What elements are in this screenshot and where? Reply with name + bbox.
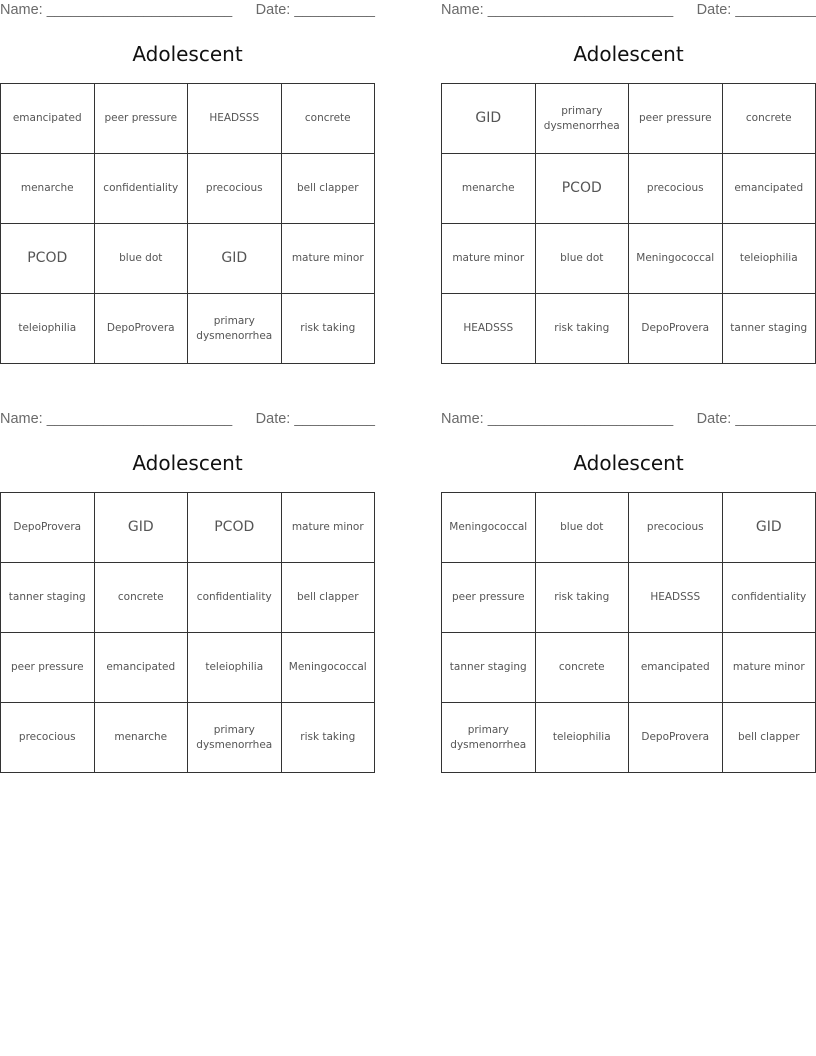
bingo-cell: blue dot <box>536 493 630 563</box>
bingo-card-3 <box>0 409 375 751</box>
bingo-cell: teleiophilia <box>1 294 95 364</box>
date-field-label: Date: __________ <box>696 411 816 427</box>
bingo-cell: peer pressure <box>1 633 95 703</box>
bingo-cell: primary dysmenorrhea <box>188 703 282 773</box>
bingo-cell: menarche <box>1 154 95 224</box>
bingo-cell: bell clapper <box>282 563 376 633</box>
bingo-cell: mature minor <box>442 224 536 294</box>
card-title: Adolescent <box>573 42 684 66</box>
bingo-cell: mature minor <box>282 224 376 294</box>
name-field-label: Name: _______________________ <box>441 411 674 427</box>
bingo-cell: bell clapper <box>282 154 376 224</box>
bingo-cell: primary dysmenorrhea <box>536 84 630 154</box>
card-title: Adolescent <box>573 451 684 475</box>
bingo-cell: GID <box>723 493 816 563</box>
bingo-cell: precocious <box>188 154 282 224</box>
bingo-cell: Meningococcal <box>442 493 536 563</box>
bingo-cell: HEADSSS <box>629 563 723 633</box>
bingo-card-2 <box>441 0 816 334</box>
bingo-cell: DepoProvera <box>629 294 723 364</box>
bingo-cell: tanner staging <box>1 563 95 633</box>
bingo-cell: DepoProvera <box>629 703 723 773</box>
name-date-row <box>441 409 816 431</box>
bingo-cell: peer pressure <box>629 84 723 154</box>
bingo-cell: precocious <box>629 493 723 563</box>
bingo-card-1 <box>0 0 375 342</box>
bingo-cell: DepoProvera <box>1 493 95 563</box>
bingo-cell: primary dysmenorrhea <box>442 703 536 773</box>
bingo-cell: DepoProvera <box>95 294 189 364</box>
bingo-cell: mature minor <box>723 633 816 703</box>
bingo-cell: peer pressure <box>442 563 536 633</box>
bingo-cell: confidentiality <box>95 154 189 224</box>
bingo-cell: GID <box>188 224 282 294</box>
bingo-cell: tanner staging <box>442 633 536 703</box>
bingo-cell: risk taking <box>282 294 376 364</box>
bingo-cell: risk taking <box>282 703 376 773</box>
bingo-cell: PCOD <box>1 224 95 294</box>
bingo-cell: PCOD <box>188 493 282 563</box>
name-field-label: Name: _______________________ <box>0 411 233 427</box>
date-field-label: Date: __________ <box>696 2 816 18</box>
bingo-cell: mature minor <box>282 493 376 563</box>
date-field-label: Date: __________ <box>255 2 375 18</box>
bingo-cell: precocious <box>1 703 95 773</box>
bingo-card-4 <box>441 409 816 751</box>
bingo-cell: teleiophilia <box>536 703 630 773</box>
bingo-grid <box>0 83 375 364</box>
bingo-cell: risk taking <box>536 563 630 633</box>
bingo-cell: menarche <box>442 154 536 224</box>
bingo-cell: concrete <box>723 84 816 154</box>
bingo-cell: precocious <box>629 154 723 224</box>
name-date-row <box>0 0 375 22</box>
name-field-label: Name: _______________________ <box>441 2 674 18</box>
bingo-cell: primary dysmenorrhea <box>188 294 282 364</box>
bingo-cell: menarche <box>95 703 189 773</box>
bingo-cell: HEADSSS <box>442 294 536 364</box>
bingo-grid <box>441 492 816 773</box>
bingo-cell: peer pressure <box>95 84 189 154</box>
bingo-cell: emancipated <box>95 633 189 703</box>
name-date-row <box>441 0 816 22</box>
bingo-cell: bell clapper <box>723 703 816 773</box>
bingo-cell: blue dot <box>95 224 189 294</box>
date-field-label: Date: __________ <box>255 411 375 427</box>
bingo-cell: emancipated <box>1 84 95 154</box>
bingo-cell: PCOD <box>536 154 630 224</box>
bingo-cell: HEADSSS <box>188 84 282 154</box>
bingo-cell: Meningococcal <box>629 224 723 294</box>
bingo-cell: confidentiality <box>188 563 282 633</box>
card-title: Adolescent <box>132 451 243 475</box>
bingo-cell: blue dot <box>536 224 630 294</box>
bingo-cell: teleiophilia <box>723 224 816 294</box>
bingo-cell: emancipated <box>723 154 816 224</box>
bingo-cell: GID <box>442 84 536 154</box>
name-date-row <box>0 409 375 431</box>
bingo-grid <box>0 492 375 773</box>
bingo-cell: concrete <box>536 633 630 703</box>
bingo-cell: Meningococcal <box>282 633 376 703</box>
bingo-grid <box>441 83 816 364</box>
name-field-label: Name: _______________________ <box>0 2 233 18</box>
bingo-cell: concrete <box>282 84 376 154</box>
bingo-cell: confidentiality <box>723 563 816 633</box>
bingo-cell: teleiophilia <box>188 633 282 703</box>
bingo-cell: risk taking <box>536 294 630 364</box>
card-title: Adolescent <box>132 42 243 66</box>
bingo-cell: tanner staging <box>723 294 816 364</box>
bingo-cell: GID <box>95 493 189 563</box>
bingo-cell: emancipated <box>629 633 723 703</box>
bingo-cell: concrete <box>95 563 189 633</box>
